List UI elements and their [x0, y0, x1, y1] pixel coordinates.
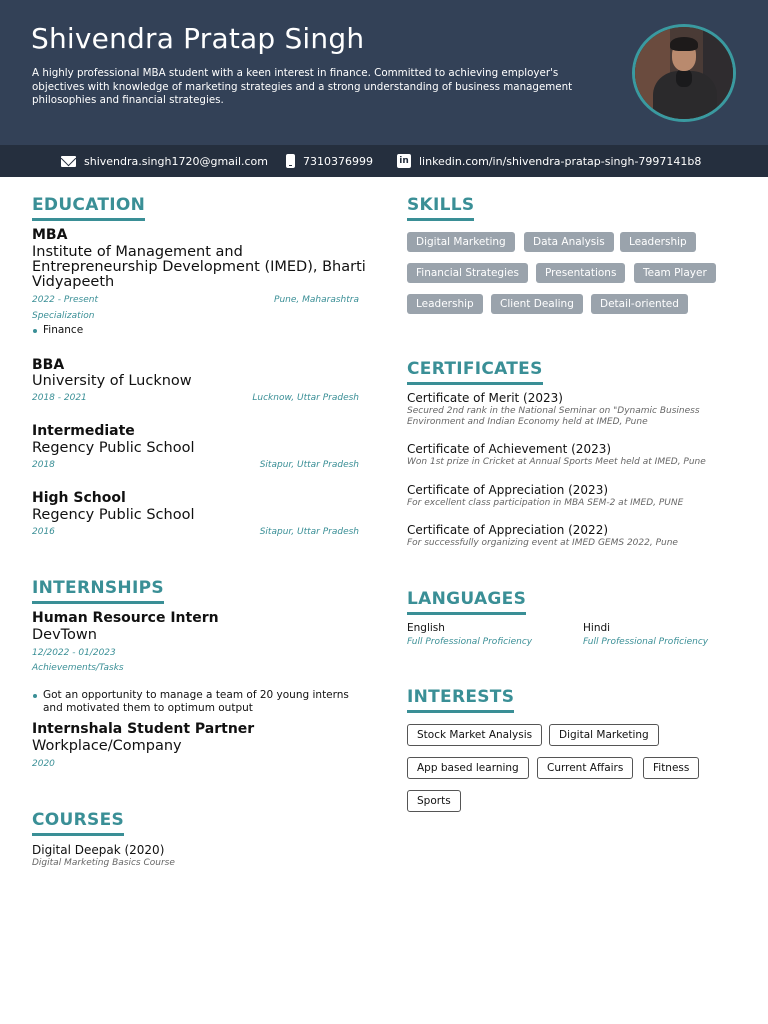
course-description: Digital Marketing Basics Course: [32, 858, 175, 868]
languages-heading: LANGUAGES: [407, 589, 526, 615]
certificate-name: Certificate of Appreciation (2023): [407, 483, 609, 497]
skill-tag: Presentations: [536, 263, 625, 283]
internship-company: Workplace/Company: [32, 738, 182, 754]
education-institution: Regency Public School: [32, 507, 195, 523]
education-dates: 2016: [32, 527, 55, 537]
education-location: Lucknow, Uttar Pradesh: [252, 393, 359, 403]
phone-icon: [286, 154, 295, 168]
education-degree: MBA: [32, 227, 68, 243]
skill-tag: Leadership: [407, 294, 483, 314]
email-text[interactable]: shivendra.singh1720@gmail.com: [84, 154, 268, 168]
education-dates: 2018: [32, 460, 55, 470]
skill-tag: Leadership: [620, 232, 696, 252]
internship-dates: 12/2022 - 01/2023: [32, 648, 116, 658]
interest-tag: Fitness: [643, 757, 699, 779]
certificate-description: For excellent class participation in MBA SEM-2 at IMED, PUNE: [407, 498, 684, 508]
skills-heading: SKILLS: [407, 195, 474, 221]
education-location: Sitapur, Uttar Pradesh: [259, 527, 359, 537]
language-name: Hindi: [583, 622, 611, 634]
specialization-label: Specialization: [32, 311, 95, 321]
certificate-name: Certificate of Merit (2023): [407, 391, 563, 405]
linkedin-text[interactable]: linkedin.com/in/shivendra-pratap-singh-7997141b8: [419, 154, 702, 168]
contact-bar: [0, 145, 768, 177]
contact-email[interactable]: [61, 145, 268, 177]
education-degree: High School: [32, 490, 126, 506]
resume-header: [0, 0, 768, 145]
contact-phone[interactable]: [286, 145, 373, 177]
education-institution: Regency Public School: [32, 440, 195, 456]
profile-summary: A highly professional MBA student with a keen interest in finance. Committed to achieving employer's objectives with knowledge of marketing strategies and a strong understanding of business management philosophies and financial strategies.: [32, 67, 573, 106]
education-dates: 2022 - Present: [32, 295, 98, 305]
internship-role: Internshala Student Partner: [32, 721, 255, 737]
linkedin-icon: in: [397, 154, 411, 168]
interest-tag: Digital Marketing: [549, 724, 659, 746]
interest-tag: App based learning: [407, 757, 529, 779]
skill-tag: Client Dealing: [491, 294, 583, 314]
education-institution: University of Lucknow: [32, 373, 192, 389]
contact-linkedin[interactable]: [397, 145, 701, 177]
skill-tag: Data Analysis: [524, 232, 614, 252]
certificate-description: Secured 2nd rank in the National Seminar on "Dynamic Business Environment and Indian Economy held at IMED, Pune: [407, 406, 700, 427]
skill-tag: Detail-oriented: [591, 294, 688, 314]
left-column: [32, 177, 366, 868]
education-heading: EDUCATION: [32, 195, 145, 221]
course-name: Digital Deepak (2020): [32, 843, 165, 857]
skill-tag: Team Player: [634, 263, 716, 283]
profile-photo: [632, 24, 736, 122]
internship-role: Human Resource Intern: [32, 610, 219, 626]
mail-icon: [61, 156, 76, 167]
language-name: English: [407, 622, 445, 634]
education-degree: Intermediate: [32, 423, 135, 439]
specialization-item: Finance: [32, 324, 359, 337]
education-location: Pune, Maharashtra: [274, 295, 359, 305]
certificate-description: For successfully organizing event at IMED GEMS 2022, Pune: [407, 538, 678, 548]
skill-tag: Digital Marketing: [407, 232, 515, 252]
interests-heading: INTERESTS: [407, 687, 514, 713]
education-location: Sitapur, Uttar Pradesh: [259, 460, 359, 470]
courses-heading: COURSES: [32, 810, 124, 836]
education-degree: BBA: [32, 357, 65, 373]
interest-tag: Current Affairs: [537, 757, 633, 779]
education-institution: Institute of Management and Entrepreneurship Development (IMED), Bharti Vidyapeeth: [32, 244, 366, 290]
certificate-name: Certificate of Appreciation (2022): [407, 523, 609, 537]
certificate-description: Won 1st prize in Cricket at Annual Sports Meet held at IMED, Pune: [407, 457, 706, 467]
education-dates: 2018 - 2021: [32, 393, 87, 403]
interest-tag: Sports: [407, 790, 461, 812]
candidate-name: Shivendra Pratap Singh: [31, 22, 365, 55]
internship-dates: 2020: [32, 759, 55, 769]
phone-text[interactable]: 7310376999: [303, 154, 373, 168]
internship-task: Got an opportunity to manage a team of 20 young interns and motivated them to optimum output: [32, 689, 357, 715]
language-level: Full Professional Proficiency: [583, 637, 709, 647]
language-level: Full Professional Proficiency: [407, 637, 533, 647]
certificate-name: Certificate of Achievement (2023): [407, 442, 612, 456]
certificates-heading: CERTIFICATES: [407, 359, 543, 385]
internship-tasks-label: Achievements/Tasks: [32, 663, 124, 673]
skill-tag: Financial Strategies: [407, 263, 528, 283]
interest-tag: Stock Market Analysis: [407, 724, 542, 746]
internships-heading: INTERNSHIPS: [32, 578, 164, 604]
internship-company: DevTown: [32, 627, 97, 643]
